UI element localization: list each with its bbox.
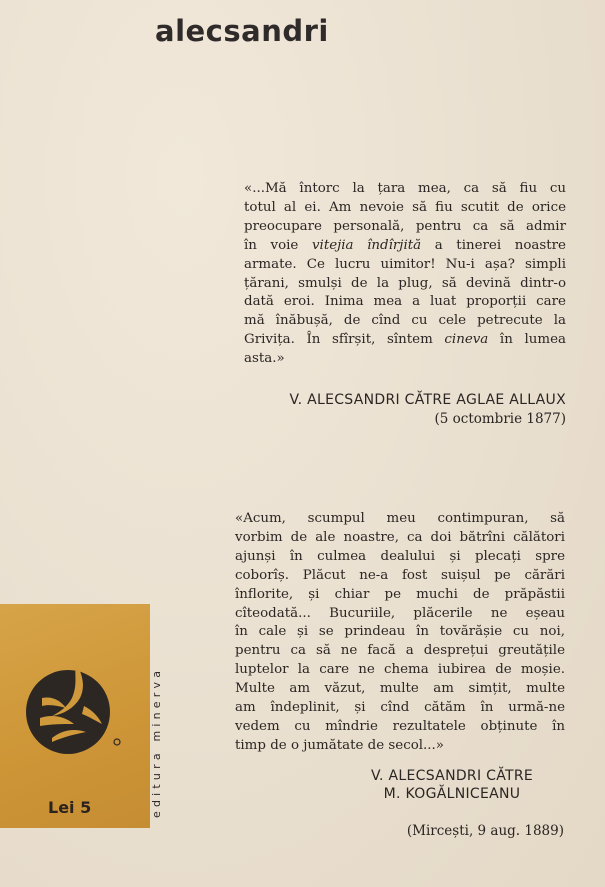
- quote-line: preocupare personală, pentru ca să admir: [244, 218, 566, 234]
- signature-aglae: V. ALECSANDRI CĂTRE AGLAE ALLAUX: [289, 392, 566, 408]
- quote-line: mă înăbușă, de cînd cu cele petrecute la: [244, 313, 566, 329]
- quote-line: armate. Ce lucru uimitor! Nu-i așa? simpli: [244, 256, 566, 272]
- quote-line: totul al ei. Am nevoie să fiu scutit de orice: [244, 199, 566, 215]
- date-kogalniceanu: (Mircești, 9 aug. 1889): [406, 823, 564, 839]
- quote-line: Grivița. În sfîrșit, sîntem cineva în lumea: [244, 332, 566, 348]
- quote-line: în voie vitejia îndîrjită a tinerei noastre: [244, 237, 566, 253]
- quote-line: coborîș. Plăcut ne-a fost suișul pe cărări: [235, 567, 565, 583]
- signature-kogalniceanu-line2: M. KOGĂLNICEANU: [383, 786, 521, 802]
- quote-line: «...Mă întorc la țara mea, ca să fiu cu: [244, 181, 566, 196]
- quote-kogalniceanu: [235, 510, 565, 756]
- quote-line: luptelor la care ne chema iubirea de moșie.: [235, 662, 565, 678]
- quote-line: vorbim de ale noastre, ca doi bătrîni călători: [235, 529, 565, 545]
- quote-line: Multe am văzut, multe am simțit, multe: [235, 681, 565, 697]
- quote-aglae-allaux: [244, 180, 566, 369]
- date-aglae: (5 octombrie 1877): [434, 411, 566, 427]
- quote-line: «Acum, scumpul meu contimpuran, să: [235, 511, 565, 526]
- quote-line: am îndeplinit, și cînd cătăm în urmă-ne: [235, 700, 565, 716]
- publisher-logo-icon: [22, 654, 122, 754]
- quote-line: ajunși în culmea dealului și plecați spre: [235, 548, 565, 564]
- price-badge: [0, 604, 150, 828]
- quote-line: timp de o jumătate de secol...»: [235, 737, 444, 753]
- price-label: Lei 5: [48, 798, 92, 817]
- quote-line: țărani, smulși de la plug, să devină dintr-o: [244, 275, 566, 291]
- signature-kogalniceanu-line1: V. ALECSANDRI CĂTRE: [370, 768, 534, 784]
- quote-line: asta.»: [244, 351, 285, 367]
- quote-line: în cale și se prindeau în tovărășie cu noi,: [235, 624, 565, 640]
- publisher-name: editura minerva: [150, 666, 163, 818]
- quote-line: vedem cu mîndrie rezultatele obținute în: [235, 718, 565, 734]
- quote-line: pentru ca să ne facă a desprețui greutățile: [235, 643, 565, 659]
- quote-line: cîteodată... Bucuriile, plăcerile ne eșeau: [235, 605, 565, 621]
- quote-line: dată eroi. Inima mea a luat proporții care: [244, 294, 566, 310]
- author-name: alecsandri: [155, 14, 329, 48]
- quote-line: înflorite, și chiar pe muchi de prăpăstii: [235, 586, 565, 602]
